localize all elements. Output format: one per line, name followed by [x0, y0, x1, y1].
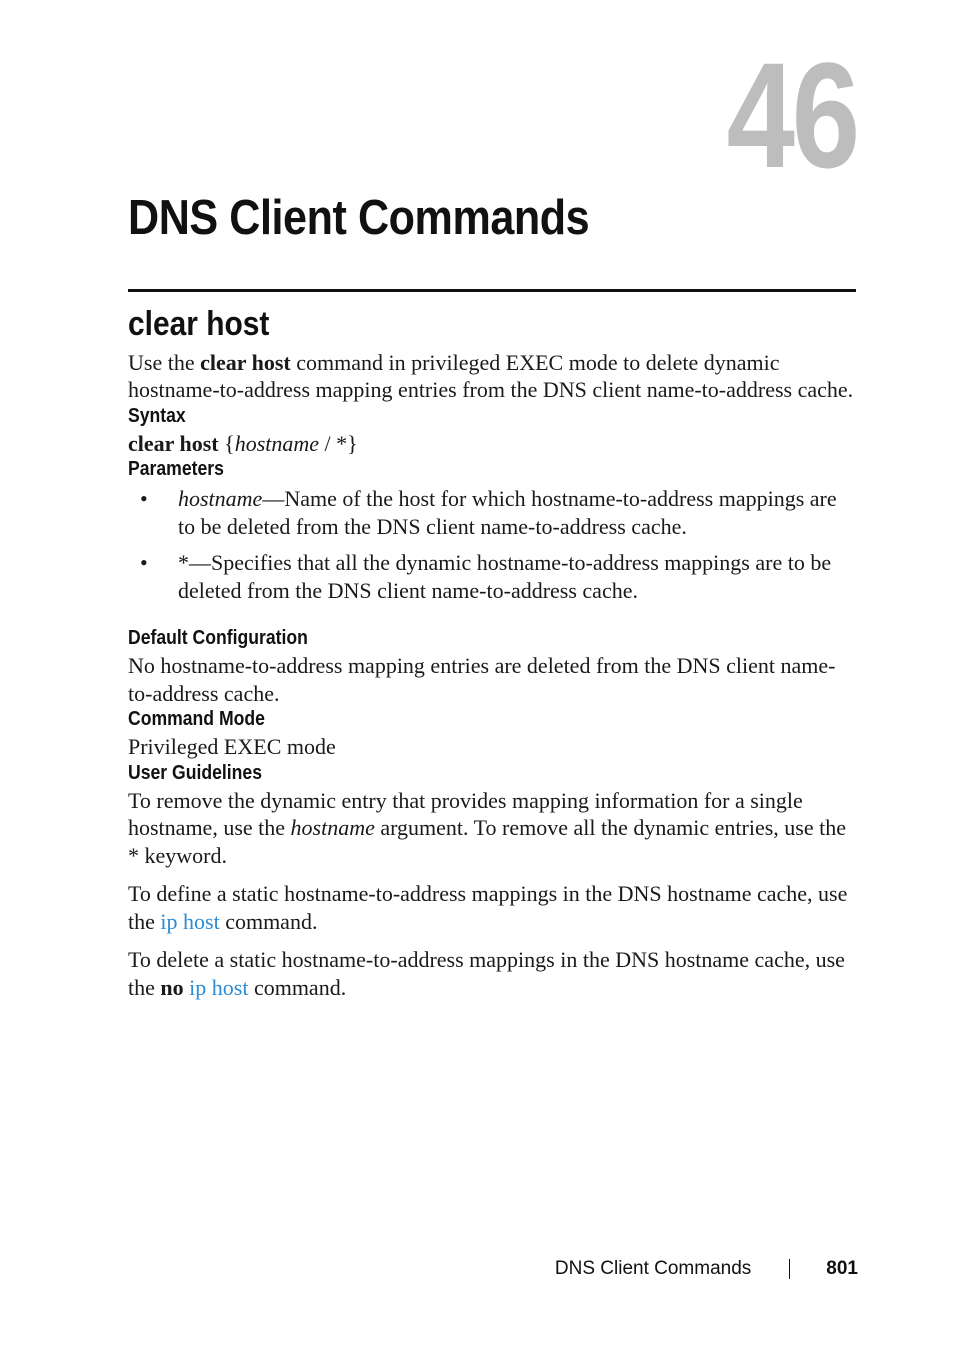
section-title: clear host: [128, 305, 270, 343]
ip-host-link[interactable]: ip host: [189, 974, 249, 1000]
guideline-paragraph-3: [128, 946, 858, 1001]
footer-separator: [789, 1259, 790, 1279]
syntax-brace: {: [218, 430, 235, 456]
guideline-text: command.: [248, 974, 347, 1000]
main-content: [128, 304, 858, 1001]
ip-host-link[interactable]: ip host: [160, 908, 220, 934]
guideline-text: argument. To remove all the dynamic entries, use the * keyword.: [128, 815, 846, 868]
intro-paragraph: [128, 349, 858, 404]
parameter-description: —Specifies that all the dynamic hostname-to-address mappings are to be deleted from the DNS client name-to-address cache.: [178, 550, 832, 603]
syntax-rest: / *}: [319, 430, 358, 456]
user-guidelines-heading: User Guidelines: [128, 761, 263, 784]
default-configuration-heading: Default Configuration: [128, 627, 308, 650]
parameters-list: [128, 485, 858, 604]
chapter-title: DNS Client Commands: [128, 191, 590, 245]
command-mode-heading: Command Mode: [128, 708, 265, 731]
intro-text-start: Use the: [128, 349, 201, 375]
syntax-command: clear host: [128, 430, 219, 456]
parameter-term: hostname: [178, 486, 263, 512]
syntax-argument: hostname: [234, 430, 320, 456]
syntax-line: [128, 430, 858, 458]
guideline-text: To remove the dynamic entry that provides mapping information for a single hostname, use the: [128, 787, 803, 841]
chapter-divider: [128, 289, 856, 292]
guideline-argument: hostname: [290, 815, 375, 841]
guideline-text: To define a static hostname-to-address mappings in the DNS hostname cache, use the: [128, 881, 848, 934]
parameters-heading: Parameters: [128, 458, 224, 481]
intro-command: clear host: [200, 349, 291, 375]
footer-title: DNS Client Commands: [554, 1258, 752, 1279]
page-footer: [555, 1254, 858, 1284]
bullet-icon: •: [140, 550, 148, 576]
guideline-paragraph-1: [128, 787, 858, 870]
parameter-item: [128, 549, 858, 604]
parameter-term: *: [178, 550, 189, 576]
guideline-text: command.: [219, 908, 318, 934]
default-configuration-text: No hostname-to-address mapping entries are deleted from the DNS client name-to-address cache.: [128, 653, 836, 706]
page-number: 801: [826, 1258, 858, 1279]
syntax-heading: Syntax: [128, 404, 186, 427]
parameter-item: [128, 485, 858, 540]
guideline-text: To delete a static hostname-to-address mappings in the DNS hostname cache, use the: [128, 947, 845, 1000]
parameter-description: —Name of the host for which hostname-to-address mappings are to be deleted from the DNS client name-to-address cache.: [178, 486, 837, 539]
guideline-keyword: no: [160, 974, 184, 1000]
bullet-icon: •: [140, 486, 148, 512]
intro-text-end: command in privileged EXEC mode to delete dynamic hostname-to-address mapping entries from the DNS client name-to-address cache.: [128, 349, 854, 403]
guideline-paragraph-2: [128, 880, 858, 935]
chapter-number: 46: [726, 31, 857, 199]
command-mode-text: Privileged EXEC mode: [128, 734, 336, 760]
